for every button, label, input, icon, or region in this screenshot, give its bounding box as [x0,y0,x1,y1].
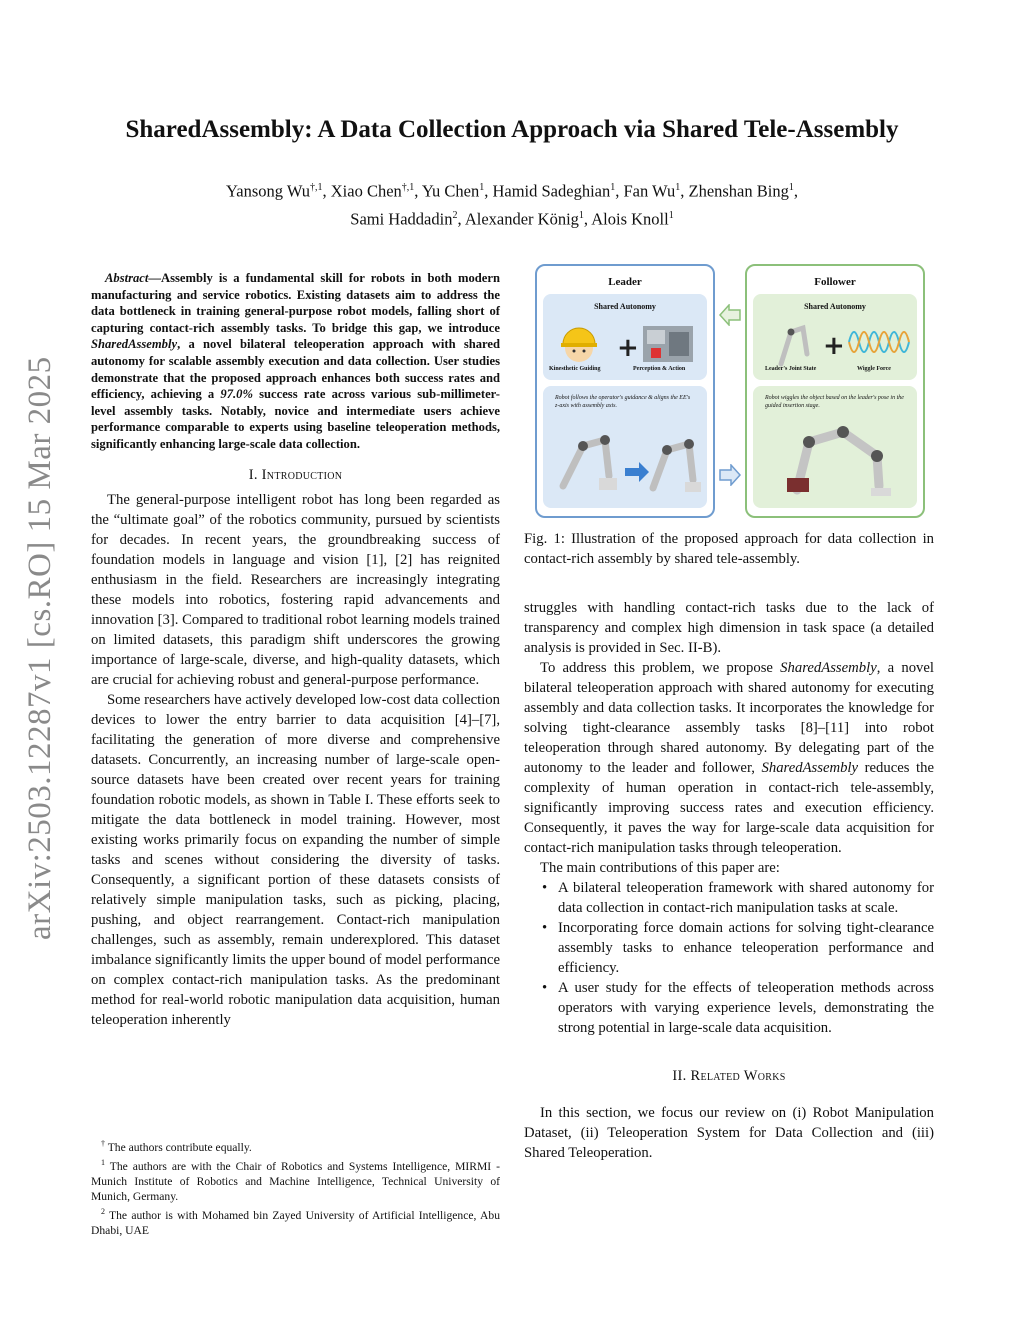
joint-state-label: Leader's Joint State [765,366,817,372]
footnote-text: The authors are with the Chair of Robotics and Systems Intelligence, MIRMI - Munich Institute of Robotics and Machine Intelligence, Technical University of Munich, Germany. [91,1159,500,1203]
paragraph-text: To address this problem, we propose [540,660,781,676]
section-heading-related-works: II. Related Works [672,1068,786,1084]
arrow-right-icon [718,464,742,486]
list-item: • Incorporating force domain actions for solving tight-clearance assembly tasks to enhance teleoperation performance and efficiency. [524,918,934,978]
leader-robot-box [543,386,707,508]
shared-autonomy-label: Shared Autonomy [804,302,866,311]
leader-caption: Robot follows the operator's guidance & aligns the EE's z-axis with assembly axis. [555,395,691,409]
footnotes [91,1136,500,1238]
author-list: Yansong $Wu^{\dagger,1}$, Xiao Chen$^{\dagger,1}$, Yu Chen$^1$, Hamid Sadeghian$^1$, Fan Wu$^1$, Zhenshan Bing$^1$, Sami Haddadin$^2$, Alexander König$^1$, Alois Knoll$^1$ [226,181,798,228]
author: Hamid Sadeghian [492,181,611,201]
abstract-text: , a novel bilateral teleoperation approach with shared autonomy for scalable assembly execution and data collection. User studies demonstrate that the proposed approach enhances both success rates and efficiency, achieving a [91,337,500,402]
footnote-mark: 2 [101,1206,105,1216]
author: Zhenshan Bing [688,181,789,201]
leader-title: Leader [608,276,642,288]
contributions-intro: The main contributions of this paper are: [540,860,780,876]
author-affil: 1 [675,182,681,193]
follower-caption: Robot wiggles the object based on the leader's pose in the guided insertion stage. [765,395,904,409]
kinesthetic-guiding-label: Kinesthetic Guiding [549,366,601,372]
footnote-affiliation-1 [91,1155,500,1204]
leader-panel [535,264,715,518]
operator-helmet-icon [543,314,707,374]
section-heading-introduction: I. Introduction [248,466,343,483]
abstract-text: Assembly is a fundamental skill for robots in both modern manufacturing and service robotics. Existing datasets aim to address the data bottleneck in training general-purpose robot models, falling short of capturing contact-rich assembly tasks. To bridge this gap, we introduce [91,271,500,335]
paper-title: SharedAssembly: A Data Collection Approach via Shared Tele-Assembly [125,116,899,143]
svg-text:+: + [617,333,639,363]
footnote-mark: † [101,1139,105,1148]
author-affil: 1 [479,182,485,193]
author: Alois Knoll [591,209,669,228]
leader-shared-autonomy-box [543,294,707,380]
perception-action-label: Perception & Action [633,366,686,372]
abstract-success-rate: 97.0% [220,387,253,402]
author: Xiao Chen [330,181,402,201]
abstract-method-name: SharedAssembly [91,337,178,352]
intro-paragraph-2: Some researchers have actively developed low-cost data collection devices to lower the entry barrier to data acquisition [4]–[7], facilitating the generation of more diverse and comprehensive datasets. Concurrently, an increasing number of large-scale open-source datasets have been created over recent years for training foundation robotic models, as shown in Table I. These efforts seek to mitigate the data bottleneck in model training. However, most existing works primarily focus on expanding the number of simple tasks and scenes without considering the diversity of tasks. Consequently, a significant portion of these datasets consists of relatively simple manipulation tasks, such as picking, placing, pushing, and object rearrangement. Contact-rich manipulation challenges, such as assembly, remain underexplored. This dataset imbalance significantly limits the upper bound of model performance on complex contact-rich manipulation tasks. As the predominant method for real-world robotic manipulation data acquisition, human teleoperation inherently [91,691,500,1028]
wiggle-wave-icon [753,314,917,374]
abstract-dash: — [148,271,161,285]
author-affil: 1 [610,182,616,193]
footnote-text: The author is with Mohamed bin Zayed University of Artificial Intelligence, Abu Dhabi, UAE [91,1208,500,1237]
arxiv-side-label: arXiv:2503.12287v1 [cs.RO] 15 Mar 2025 [22,356,58,940]
author-affil: 1 [668,209,674,221]
wiggle-force-label: Wiggle Force [857,366,891,372]
author-affil: 2 [452,209,458,221]
author-affil: †,1 [401,182,415,193]
right-column [524,598,934,1163]
follower-robot-box [753,386,917,508]
author: Yansong Wu [226,181,310,201]
shared-autonomy-label: Shared Autonomy [594,302,656,311]
robot-arm-icon [543,416,707,506]
arrow-left-icon [718,304,742,326]
related-paragraph-1: In this section, we focus our review on (i) Robot Manipulation Dataset, (ii) Teleoperation System for Data Collection and (iii) Shared Teleoperation. [524,1105,934,1161]
method-name: SharedAssembly [761,760,859,776]
author-affil: 1 [788,182,794,193]
author-affil: 1 [578,209,584,221]
figure-caption: Fig. 1: Illustration of the proposed approach for data collection in contact-rich assembly by shared tele-assembly. [524,531,934,567]
author: Fan Wu [623,181,676,201]
svg-text:+: + [823,331,845,361]
method-name: SharedAssembly [780,660,877,676]
abstract-text: success rate across various sub-millimeter-level assembly tasks. Notably, novice and intermediate users achieve performance comparable to experts using baseline teleoperation methods, significantly enhancing large-scale data collection. [91,387,500,451]
author-affil: †,1 [310,182,323,193]
contributions-list [524,878,934,1038]
paragraph-text: , a novel bilateral teleoperation approach with shared autonomy for executing assembly and data collection tasks. It incorporates the knowledge for solving tight-clearance assembly tasks [8]–[11] into robot teleoperation through shared autonomy. By delegating part of the autonomy to the leader and follower, [524,660,934,776]
author: Yu Chen [421,181,480,201]
follower-robot-arm-icon [753,416,917,506]
author: Sami Haddadin [350,209,453,228]
footnote-equal-contribution [91,1136,500,1155]
left-column [91,270,500,1030]
intro-paragraph-3: struggles with handling contact-rich tasks due to the lack of transparency and complex high dimension in task space (a detailed analysis is provided in Sec. II-B). [524,600,934,656]
footnote-text: The authors contribute equally. [105,1140,252,1154]
abstract-label: Abstract [105,271,149,285]
author: Alexander König [464,209,579,228]
intro-paragraph-1: The general-purpose intelligent robot has long been regarded as the “ultimate goal” of the robotics community, pursued by scientists for decades. In recent years, the groundbreaking success of foundation models in language and vision [1], [2] has reignited enthusiasm in the field. Researchers are increasingly integrating these models into robotics, fostering rapid advancements and innovation [3]. Compared to traditional robot learning models trained on limited datasets, this paradigm shift underscores the growing importance of large-scale, diverse, and high-quality datasets, which are crucial for achieving robust and general-purpose performance. [91,491,500,688]
list-item: • A bilateral teleoperation framework with shared autonomy for data collection in contact-rich manipulation tasks at scale. [524,878,934,918]
follower-panel [745,264,925,518]
footnote-affiliation-2 [91,1204,500,1238]
list-item: • A user study for the effects of teleoperation methods across operators with varying experience levels, demonstrating the strong potential in large-scale data acquisition. [524,978,934,1038]
follower-shared-autonomy-box [753,294,917,380]
figure-1 [535,264,923,518]
footnote-mark: 1 [101,1157,105,1167]
abstract [91,270,500,453]
follower-title: Follower [814,276,856,288]
intro-paragraph-4 [524,658,934,858]
paragraph-text: reduces the complexity of human operation in contact-rich tele-assembly, significantly improving success rates and execution efficiency. Consequently, it paves the way for large-scale data acquisition for contact-rich manipulation tasks through teleoperation. [524,760,934,856]
